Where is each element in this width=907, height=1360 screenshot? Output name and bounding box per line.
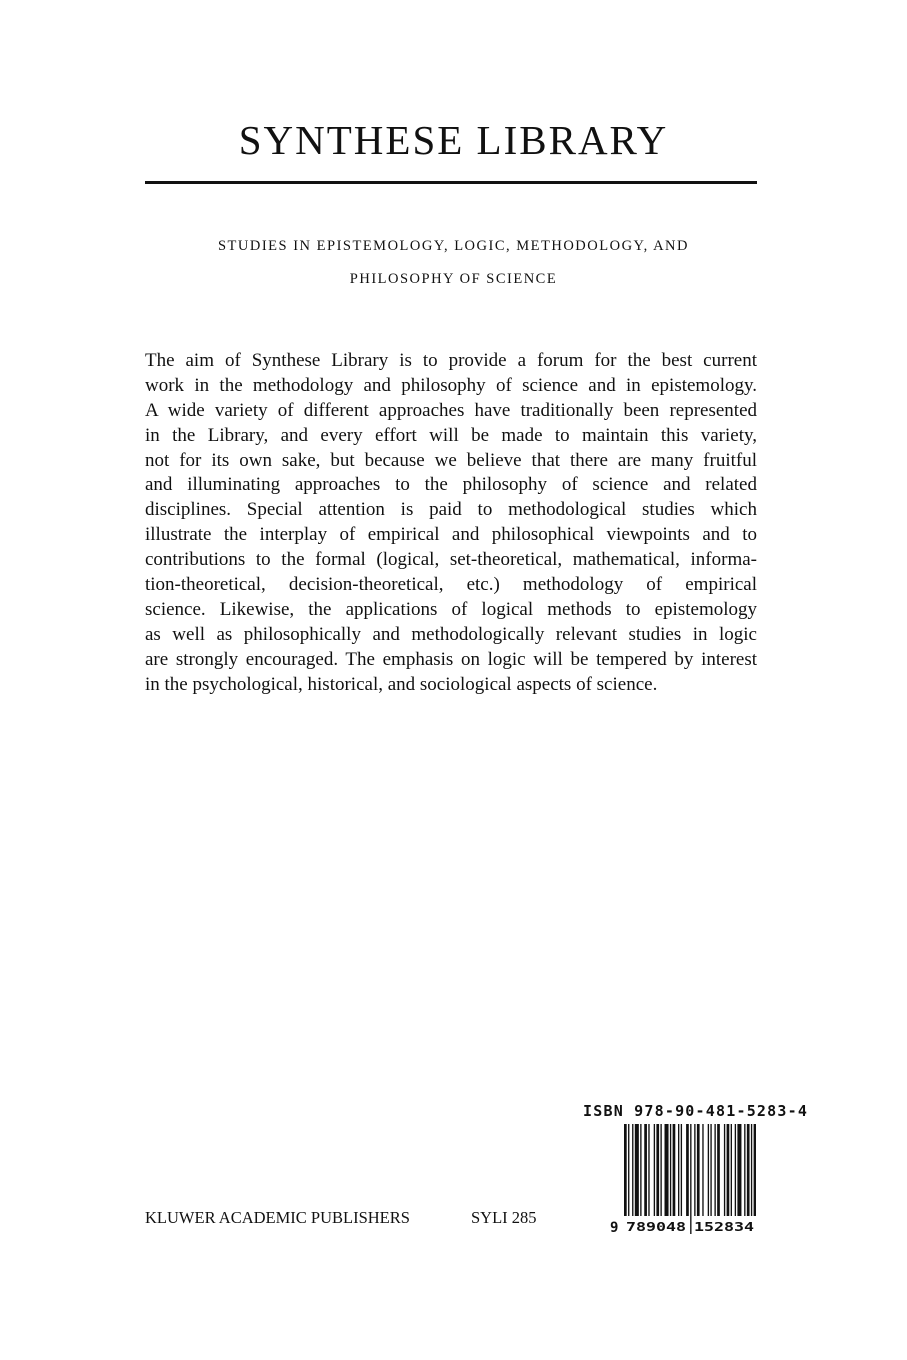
- title-divider: [145, 181, 757, 184]
- barcode-bar: [656, 1124, 659, 1216]
- publisher-name: KLUWER ACADEMIC PUBLISHERS: [145, 1208, 410, 1227]
- series-subtitle-line-1: STUDIES IN EPISTEMOLOGY, LOGIC, METHODOLOGY, AND: [217, 238, 690, 254]
- barcode-bar: [678, 1124, 679, 1216]
- barcode-first-digit: 9: [610, 1220, 619, 1234]
- barcode-bar: [710, 1124, 711, 1216]
- barcode-bar: [635, 1124, 639, 1216]
- description-line: A wide variety of different approaches have traditionally been represented: [145, 399, 757, 421]
- barcode-bar: [654, 1124, 655, 1216]
- barcode-bar: [717, 1124, 720, 1216]
- barcode-right-digits: 152834: [694, 1219, 754, 1234]
- barcode: [608, 1124, 760, 1234]
- description-line: science. Likewise, the applications of logical methods to epistemology: [145, 598, 757, 620]
- barcode-bar: [727, 1124, 730, 1216]
- barcode-bar: [731, 1124, 732, 1216]
- description-line: and illuminating approaches to the philosophy of science and related: [145, 474, 757, 496]
- barcode-bar: [632, 1124, 633, 1216]
- barcode-bar: [751, 1124, 752, 1216]
- barcode-bar: [702, 1124, 703, 1216]
- series-subtitle-line-2: PHILOSOPHY OF SCIENCE: [349, 271, 558, 287]
- description-line: in the psychological, historical, and sociological aspects of science.: [145, 673, 658, 695]
- description-line: are strongly encouraged. The emphasis on logic will be tempered by interest: [145, 648, 757, 670]
- description-line: tion-theoretical, decision-theoretical, etc.) methodology of empirical: [145, 574, 757, 596]
- barcode-bar: [708, 1124, 709, 1216]
- description-line: contributions to the formal (logical, set-theoretical, mathematical, informa-: [145, 549, 757, 571]
- description-line: disciplines. Special attention is paid to methodological studies which: [145, 499, 757, 521]
- barcode-bar: [686, 1124, 689, 1216]
- barcode-bar: [735, 1124, 736, 1216]
- barcode-bar: [673, 1124, 676, 1216]
- barcode-bar: [640, 1124, 641, 1216]
- series-volume-number: SYLI 285: [471, 1208, 537, 1227]
- barcode-bar: [660, 1124, 661, 1216]
- barcode-bar: [724, 1124, 725, 1216]
- description-line: as well as philosophically and methodologically relevant studies in logic: [145, 623, 757, 645]
- description-line: illustrate the interplay of empirical and philosophical viewpoints and to: [145, 524, 757, 546]
- series-title: SYNTHESE LIBRARY: [238, 117, 669, 163]
- barcode-bar: [714, 1124, 715, 1216]
- description-line: The aim of Synthese Library is to provide a forum for the best current: [145, 350, 757, 371]
- barcode-bar: [644, 1124, 647, 1216]
- series-description: [145, 349, 757, 697]
- barcode-bar: [665, 1124, 669, 1216]
- barcode-bar: [737, 1124, 741, 1216]
- description-line: in the Library, and every effort will be made to maintain this variety,: [145, 424, 757, 446]
- barcode-bar: [690, 1124, 691, 1234]
- barcode-bar: [648, 1124, 649, 1216]
- description-line: work in the methodology and philosophy of science and in epistemology.: [145, 374, 757, 396]
- barcode-bar: [744, 1124, 745, 1216]
- barcode-left-digits: 789048: [626, 1219, 686, 1234]
- description-line: not for its own sake, but because we believe that there are many fruitful: [145, 449, 757, 471]
- barcode-bar: [697, 1124, 700, 1216]
- barcode-bar: [670, 1124, 671, 1216]
- barcode-bar: [681, 1124, 682, 1216]
- barcode-bar: [747, 1124, 750, 1216]
- isbn-label: ISBN 978-90-481-5283-4: [583, 1102, 809, 1120]
